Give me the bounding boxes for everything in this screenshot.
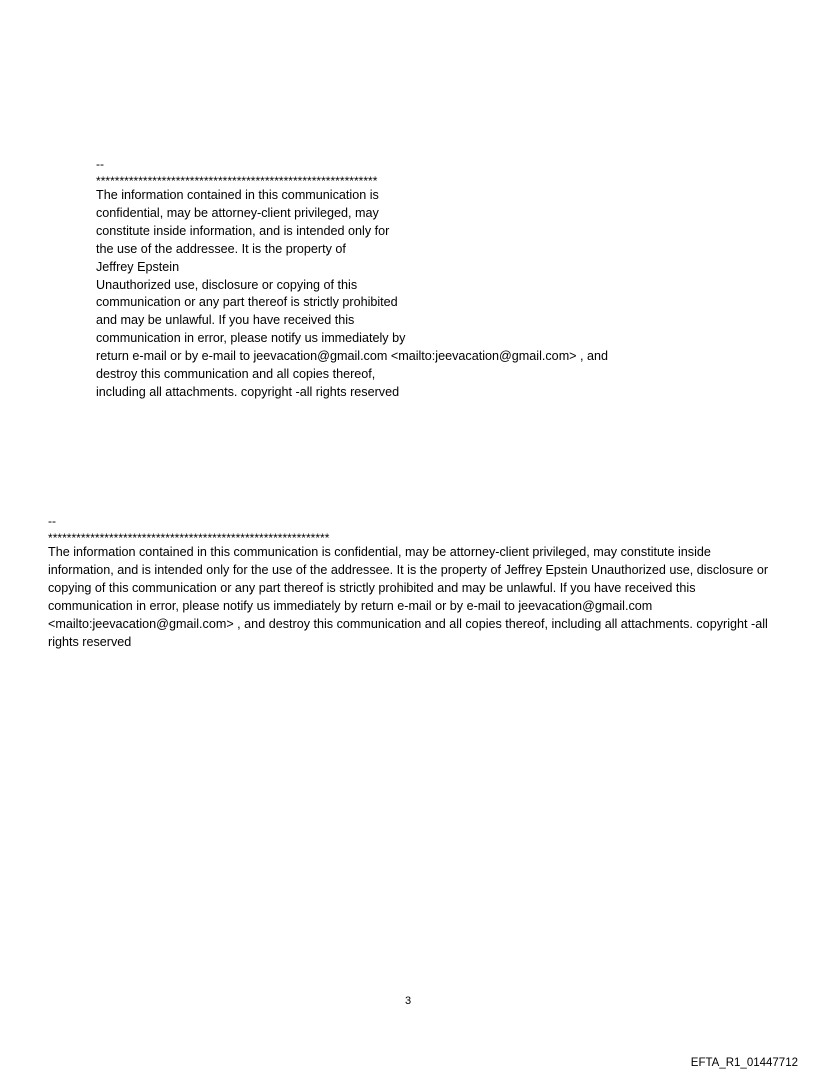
disclaimer-line: the use of the addressee. It is the property of (96, 241, 346, 256)
separator-stars: ************************************************************ (96, 174, 378, 188)
disclaimer-paragraph: The information contained in this communication is confidential, may be attorney-client privileged, may constitute inside information, and is intended only for the use of the addressee. It is the property of Jeffrey Epstein Unauthorized use, disclosure or copying of this communication or any part thereof is strictly prohibited and may be unlawful. If you have received this communication in error, please notify us immediately by return e-mail or by e-mail to jeevacation@gmail.com <mailto:jeevacation@gmail.com> , and destroy this communication and all copies thereof, including all attachments. copyright -all rights reserved (48, 545, 769, 649)
separator-dashes: -- (48, 514, 56, 528)
disclaimer-line: Jeffrey Epstein (96, 259, 180, 274)
page-number: 3 (404, 995, 412, 1007)
disclaimer-line: confidential, may be attorney-client privileged, may (96, 205, 379, 220)
disclaimer-line: return e-mail or by e-mail to jeevacation@gmail.com <mailto:jeevacation@gmail.com> , and (96, 349, 609, 364)
disclaimer-line: The information contained in this communication is (96, 188, 379, 202)
document-id: EFTA_R1_01447712 (690, 1057, 798, 1069)
disclaimer-line: and may be unlawful. If you have received this (96, 313, 355, 328)
disclaimer-line: Unauthorized use, disclosure or copying of this (96, 277, 358, 292)
separator-stars: ************************************************************ (48, 531, 330, 545)
disclaimer-line: destroy this communication and all copies thereof, (96, 367, 376, 382)
separator-dashes: -- (96, 157, 104, 171)
disclaimer-line: communication or any part thereof is strictly prohibited (96, 295, 398, 310)
disclaimer-line: constitute inside information, and is intended only for (96, 223, 390, 238)
disclaimer-line: communication in error, please notify us immediately by (96, 331, 406, 346)
disclaimer-full (48, 513, 778, 651)
disclaimer-indented (96, 156, 608, 402)
disclaimer-line: including all attachments. copyright -all rights reserved (96, 384, 400, 399)
